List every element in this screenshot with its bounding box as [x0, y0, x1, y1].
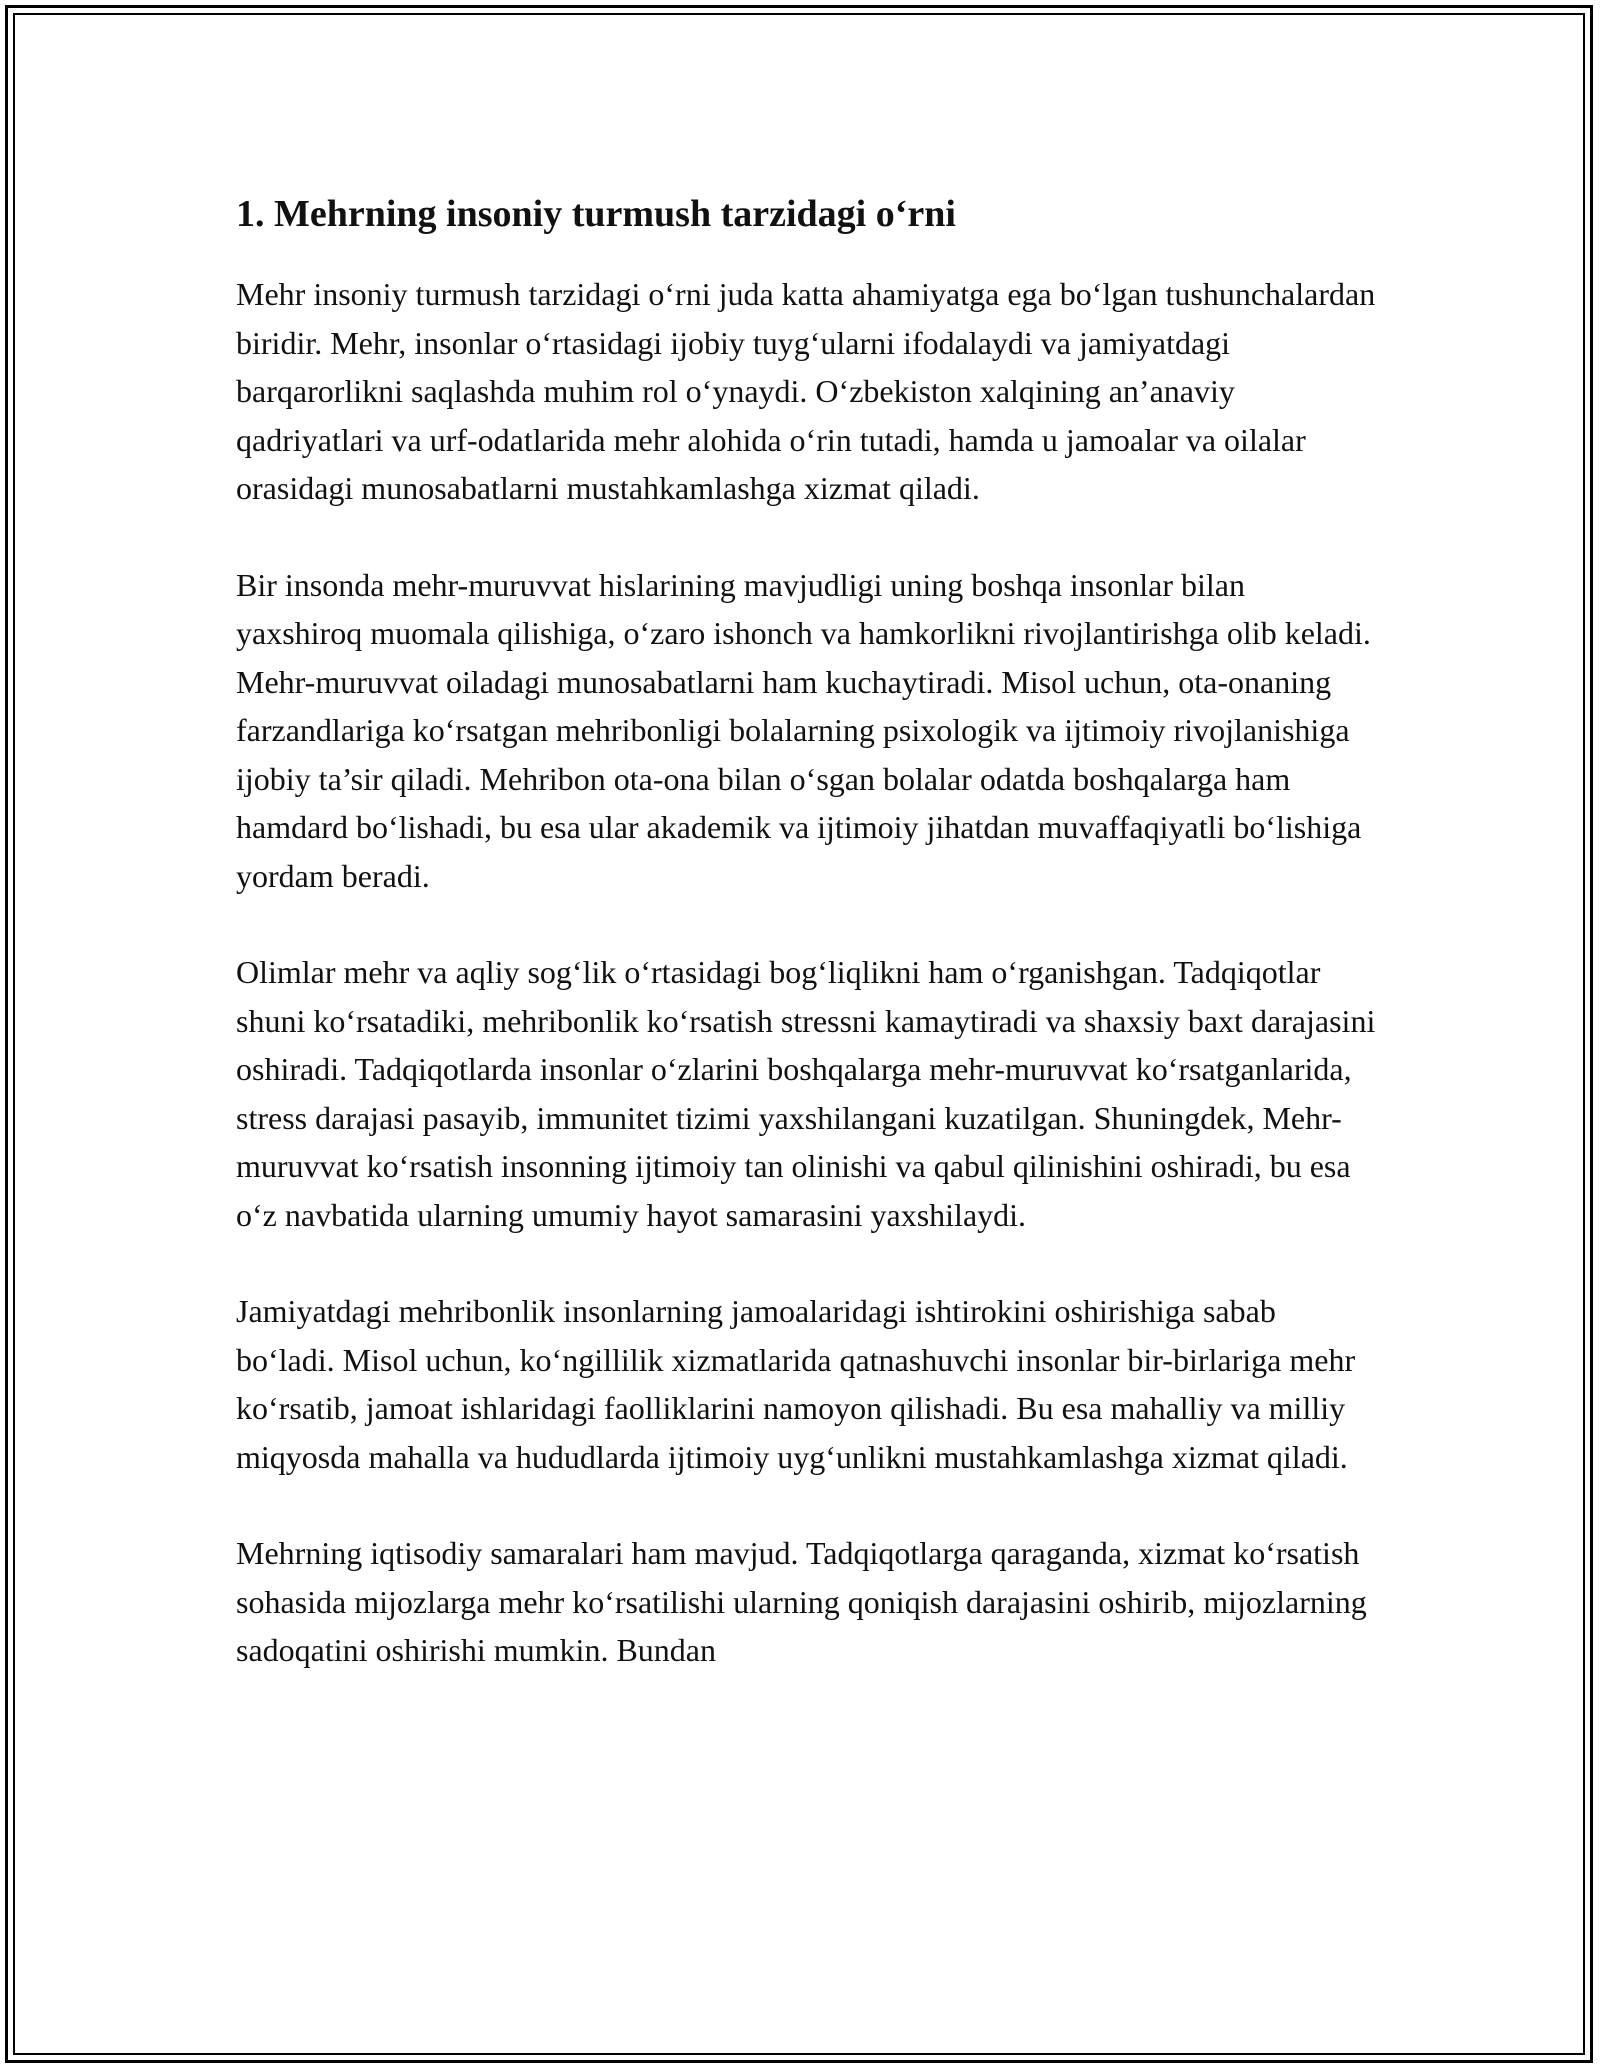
paragraph-5: Mehrning iqtisodiy samaralari ham mavjud. Tadqiqotlarga qaraganda, xizmat ko‘rsatish sohasida mijozlarga mehr ko‘rsatilishi ularning qoniqish darajasini oshirib, mijozlarning sadoqatini oshirishi mumkin. Bundan	[236, 1535, 1367, 1668]
paragraph-3: Olimlar mehr va aqliy sog‘lik o‘rtasidagi bog‘liqlikni ham o‘rganishgan. Tadqiqotlar shuni ko‘rsatadiki, mehribonlik ko‘rsatish stressni kamaytiradi va shaxsiy baxt darajasini oshiradi. Tadqiqotlarda insonlar o‘zlarini boshqalarga mehr-muruvvat ko‘rsatganlarida, stress darajasi pasayib, immunitet tizimi yaxshilangani kuzatilgan. Shuningdek, Mehr-muruvvat ko‘rsatish insonning ijtimoiy tan olinishi va qabul qilinishini oshiradi, bu esa o‘z navbatida ularning umumiy hayot samarasini yaxshilaydi.	[236, 954, 1376, 1233]
section-heading: 1. Mehrning insoniy turmush tarzidagi o‘rni	[236, 193, 956, 235]
paragraph-1: Mehr insoniy turmush tarzidagi o‘rni juda katta ahamiyatga ega bo‘lgan tushunchalardan biridir. Mehr, insonlar o‘rtasidagi ijobiy tuyg‘ularni ifodalaydi va jamiyatdagi barqarorlikni saqlashda muhim rol o‘ynaydi. O‘zbekiston xalqining an’anaviy qadriyatlari va urf-odatlarida mehr alohida o‘rin tutadi, hamda u jamoalar va oilalar orasidagi munosabatlarni mustahkamlashga xizmat qiladi.	[236, 276, 1376, 506]
document-body	[236, 186, 1376, 1723]
paragraph-2: Bir insonda mehr-muruvvat hislarining mavjudligi uning boshqa insonlar bilan yaxshiroq muomala qilishiga, o‘zaro ishonch va hamkorlikni rivojlantirishga olib keladi. Mehr-muruvvat oiladagi munosabatlarni ham kuchaytiradi. Misol uchun, ota-onaning farzandlariga ko‘rsatgan mehribonligi bolalarning psixologik va ijtimoiy rivojlanishiga ijobiy ta’sir qiladi. Mehribon ota-ona bilan o‘sgan bolalar odatda boshqalarga ham hamdard bo‘lishadi, bu esa ular akademik va ijtimoiy jihatdan muvaffaqiyatli bo‘lishiga yordam beradi.	[236, 566, 1371, 894]
paragraph-4: Jamiyatdagi mehribonlik insonlarning jamoalaridagi ishtirokini oshirishiga sabab bo‘ladi. Misol uchun, ko‘ngillilik xizmatlarida qatnashuvchi insonlar bir-birlariga mehr ko‘rsatib, jamoat ishlaridagi faolliklarini namoyon qilishadi. Bu esa mahalliy va milliy miqyosda mahalla va hududlarda ijtimoiy uyg‘unlikni mustahkamlashga xizmat qiladi.	[236, 1293, 1356, 1475]
